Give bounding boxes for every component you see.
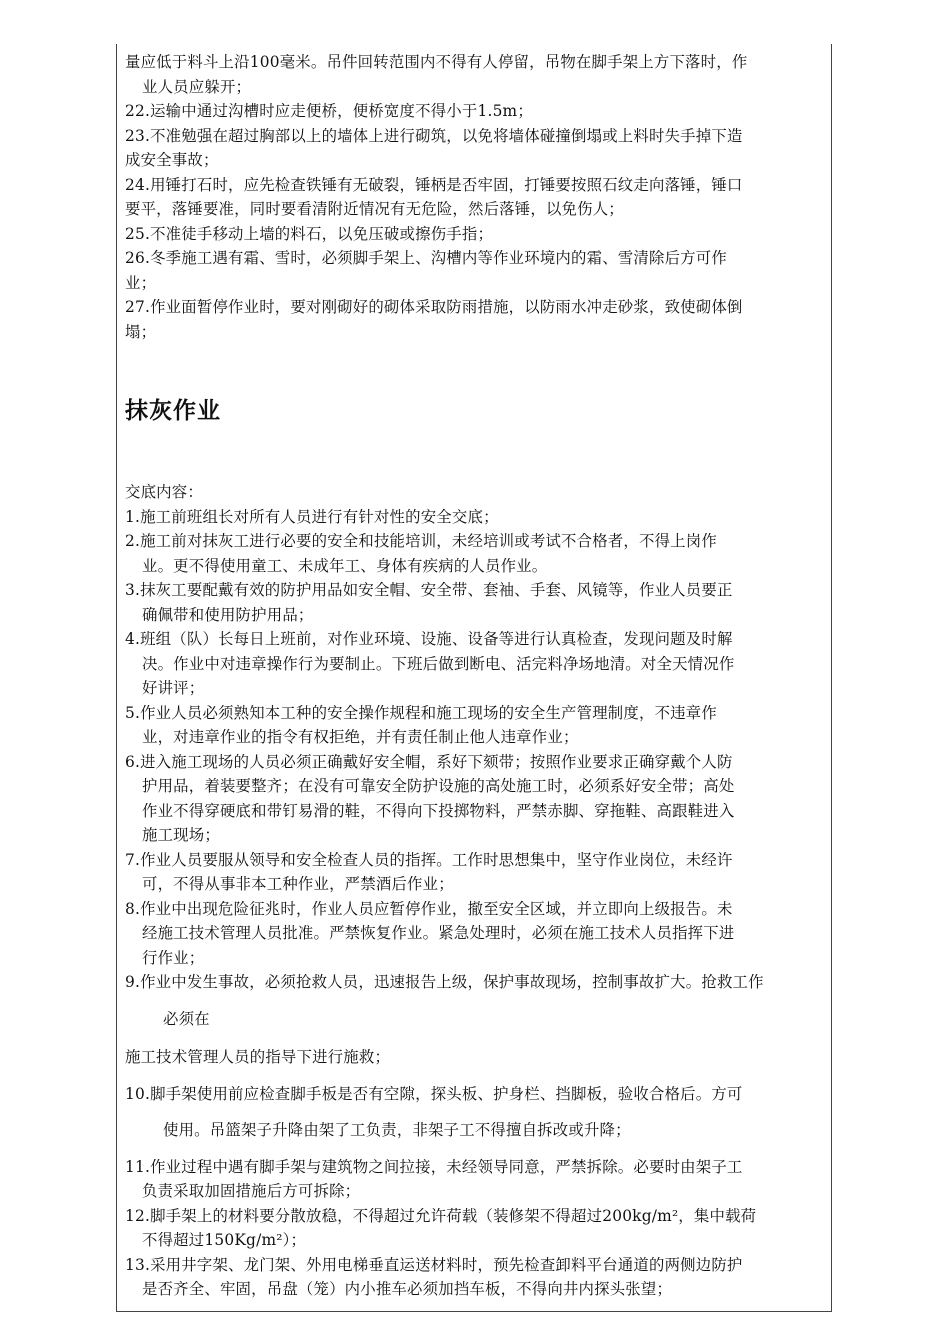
section-title: 抹灰作业: [125, 398, 221, 424]
text-line: 塌；: [125, 322, 157, 341]
list-item-continuation: 好讲评；: [142, 679, 205, 697]
content-table-cell: [116, 44, 832, 1312]
list-item: 7.作业人员要服从领导和安全检查人员的指挥。工作时思想集中，坚守作业岗位，未经许: [125, 850, 733, 869]
list-item: 5.作业人员必须熟知本工种的安全操作规程和施工现场的安全生产管理制度，不违章作: [125, 703, 717, 722]
list-item-continuation: 确佩带和使用防护用品；: [142, 605, 314, 624]
list-item: 10.脚手架使用前应检查脚手板是否有空隙，探头板、护身栏、挡脚板，验收合格后。方可: [125, 1084, 743, 1103]
list-item: 1.施工前班组长对所有人员进行有针对性的安全交底；: [125, 507, 499, 526]
list-item-continuation: 经施工技术管理人员批准。严禁恢复作业。紧急处理时，必须在施工技术人员指挥下进: [142, 924, 735, 942]
list-item: 8.作业中出现危险征兆时，作业人员应暂停作业，撤至安全区域，并立即向上级报告。未: [125, 899, 733, 918]
list-item: 4.班组（队）长每日上班前，对作业环境、设施、设备等进行认真检查，发现问题及时解: [125, 630, 733, 648]
list-item: 2.施工前对抹灰工进行必要的安全和技能培训，未经培训或考试不合格者，不得上岗作: [125, 532, 717, 550]
list-item: 3.抹灰工要配戴有效的防护用品如安全帽、安全带、套袖、手套、风镜等，作业人员要正: [125, 581, 733, 599]
list-item-continuation: 负责采取加固措施后方可拆除；: [142, 1182, 361, 1200]
list-item: 6.进入施工现场的人员必须正确戴好安全帽，系好下颏带；按照作业要求正确穿戴个人防: [125, 752, 733, 771]
list-item: 12.脚手架上的材料要分散放稳，不得超过允许荷载（装修架不得超过200kg/m²，集中载荷: [125, 1206, 757, 1225]
list-item-continuation: 是否齐全、牢固，吊盘（笼）内小推车必须加挡车板，不得向井内探头张望；: [142, 1280, 673, 1298]
list-item-continuation: 业，对违章作业的指令有权拒绝，并有责任制止他人违章作业；: [142, 728, 579, 746]
list-item-continuation: 可，不得从事非本工种作业，严禁酒后作业；: [142, 875, 454, 893]
text-line: 业人员应躲开；: [142, 77, 252, 96]
list-item-continuation: 作业不得穿硬底和带钉易滑的鞋，不得向下投掷物料，严禁赤脚、穿拖鞋、高跟鞋进入: [142, 801, 735, 820]
text-line: 27.作业面暂停作业时，要对刚砌好的砌体采取防雨措施，以防雨水冲走砂浆，致使砌体倒: [125, 298, 743, 316]
text-line: 量应低于料斗上沿100毫米。吊件回转范围内不得有人停留，吊物在脚手架上方下落时，作: [125, 53, 748, 71]
list-item-continuation: 必须在: [163, 1009, 210, 1028]
text-line: 25.不准徒手移动上墙的料石，以免压破或擦伤手指；: [125, 224, 494, 243]
list-item-continuation: 行作业；: [142, 948, 205, 967]
text-line: 成安全事故；: [125, 151, 219, 169]
text-line: 26.冬季施工遇有霜、雪时，必须脚手架上、沟槽内等作业环境内的霜、雪清除后方可作: [125, 249, 727, 267]
intro-label: 交底内容：: [125, 483, 203, 501]
list-item-continuation: 决。作业中对违章操作行为要制止。下班后做到断电、活完料净场地清。对全天情况作: [142, 654, 735, 673]
text-line: 22.运输中通过沟槽时应走便桥，便桥宽度不得小于1.5m；: [125, 102, 533, 120]
document-body: [125, 50, 825, 1302]
text-line: 业；: [125, 273, 157, 292]
text-line: 要平，落锤要准，同时要看清附近情况有无危险，然后落锤，以免伤人；: [125, 200, 624, 218]
list-item-continuation: 不得超过150Kg/m²）；: [142, 1231, 307, 1249]
list-item-continuation: 使用。吊篮架子升降由架了工负责，非架子工不得擅自拆改或升降；: [163, 1121, 631, 1139]
list-item: 9.作业中发生事故，必须抢救人员，迅速报告上级，保护事故现场，控制事故扩大。抢救工作: [125, 973, 764, 991]
text-line: 23.不准勉强在超过胸部以上的墙体上进行砌筑，以免将墙体碰撞倒塌或上料时失手掉下造: [125, 126, 743, 145]
list-item: 13.采用井字架、龙门架、外用电梯垂直运送材料时，预先检查卸料平台通道的两侧边防护: [125, 1255, 743, 1274]
list-item-continuation: 施工技术管理人员的指导下进行施救；: [125, 1048, 391, 1066]
list-item-continuation: 业。更不得使用童工、未成年工、身体有疾病的人员作业。: [142, 556, 548, 575]
list-item-continuation: 施工现场；: [142, 826, 220, 844]
text-line: 24.用锤打石时，应先检查铁锤有无破裂，锤柄是否牢固，打锤要按照石纹走向落锤，锤口: [125, 175, 743, 194]
list-item: 11.作业过程中遇有脚手架与建筑物之间拉接，未经领导同意，严禁拆除。必要时由架子工: [125, 1157, 743, 1176]
list-item-continuation: 护用品，着装要整齐；在没有可靠安全防护设施的高处施工时，必须系好安全带；高处: [142, 777, 735, 795]
